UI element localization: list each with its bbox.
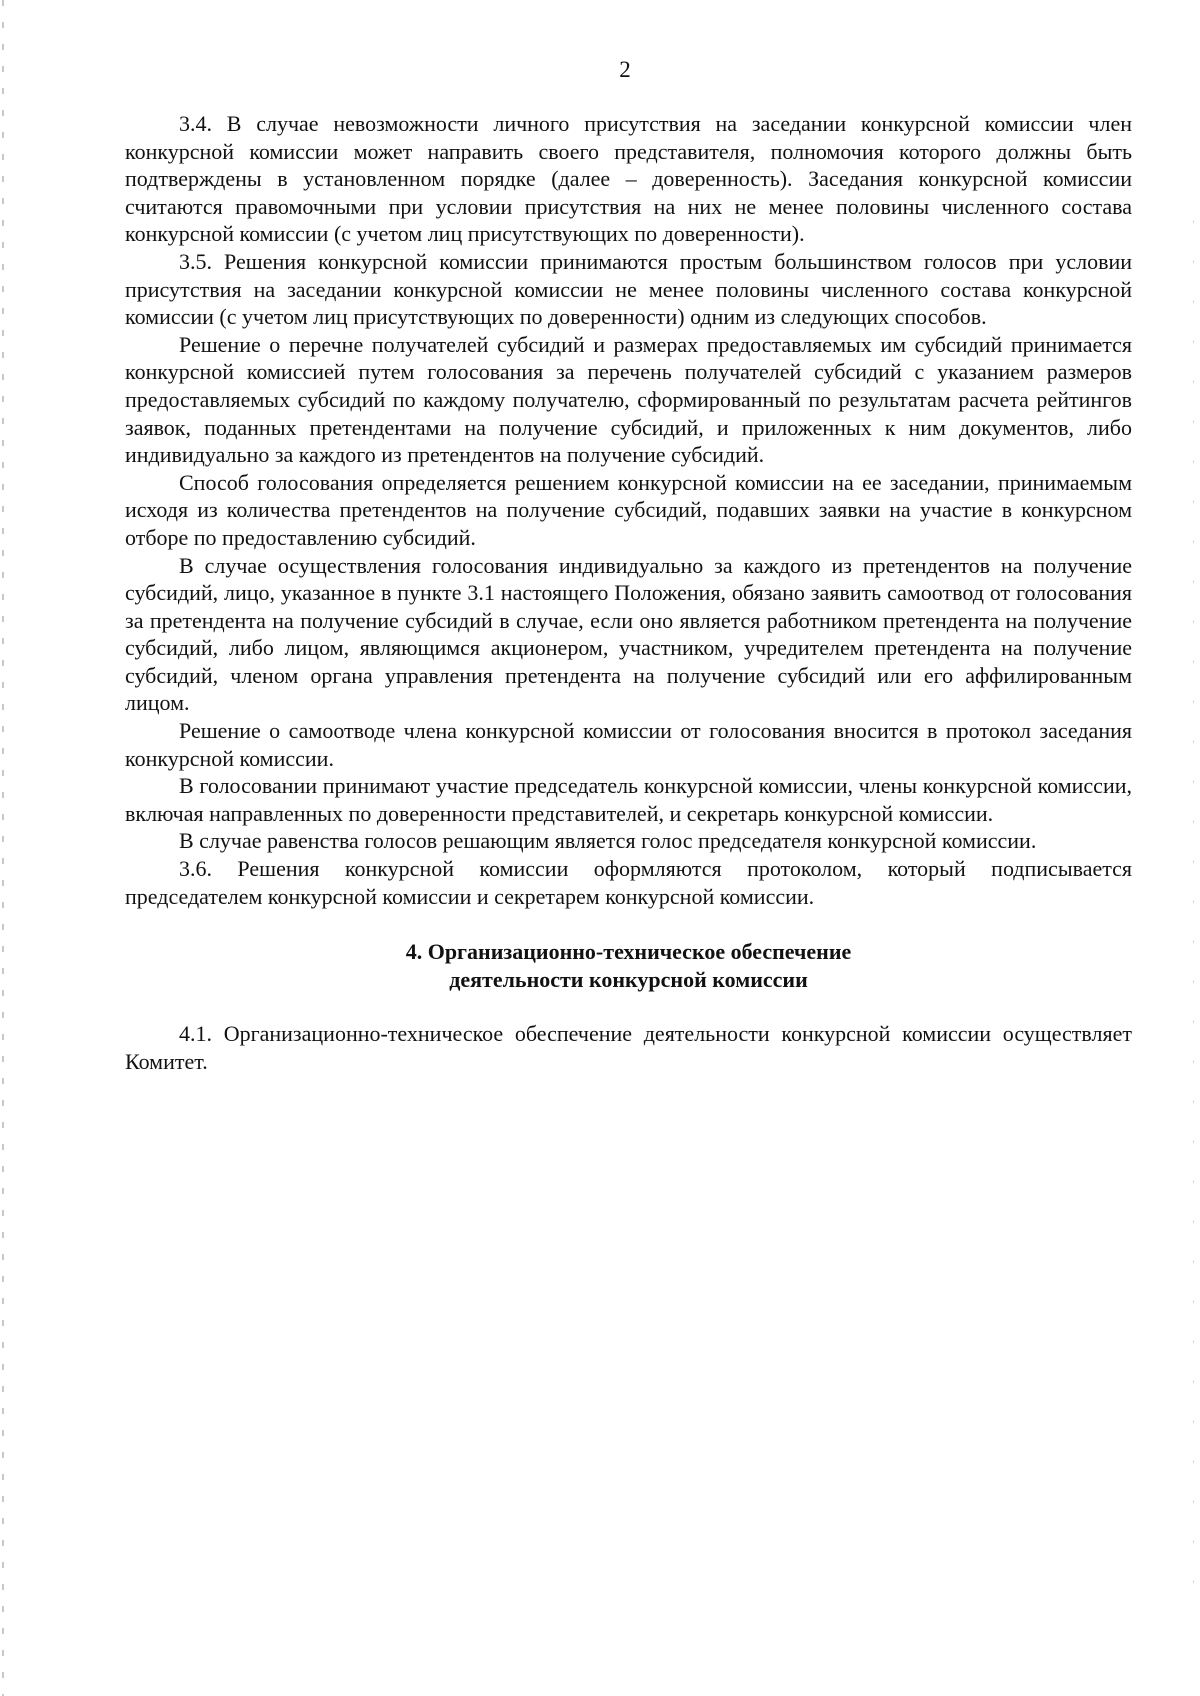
paragraph-3-5: 3.5. Решения конкурсной комиссии принимаются простым большинством голосов при условии присутствия на заседании конкурсной комиссии не менее половины численного состава конкурсной комиссии (с учетом лиц присутствующих по доверенности) одним из следующих способов.: [125, 248, 1132, 330]
section-4-heading: [125, 938, 1132, 994]
section-4-heading-line-2: деятельности конкурсной комиссии: [449, 967, 808, 993]
section-4-heading-line-1: 4. Организационно-техническое обеспечение: [405, 939, 852, 965]
paragraph-3-6: 3.6. Решения конкурсной комиссии оформляются протоколом, который подписывается председателем конкурсной комиссии и секретарем конкурсной комиссии.: [125, 856, 1132, 909]
paragraph-decision-list: Решение о перечне получателей субсидий и размерах предоставляемых им субсидий принимается конкурсной комиссией путем голосования за перечень получателей субсидий с указанием размеров предоставляемых субсидий по каждому получателю, сформированный по результатам расчета рейтингов заявок, поданных претендентами на получение субсидий, и приложенных к ним документов, либо индивидуально за каждого из претендентов на получение субсидий.: [125, 331, 1132, 468]
paragraph-recusal-protocol: Решение о самоотводе члена конкурсной комиссии от голосования вносится в протокол заседания конкурсной комиссии.: [125, 718, 1132, 771]
document-body: [125, 110, 1132, 1075]
paragraph-4-1: 4.1. Организационно-техническое обеспечение деятельности конкурсной комиссии осуществляет Комитет.: [125, 1021, 1132, 1074]
paragraph-voting-participants: В голосовании принимают участие председатель конкурсной комиссии, члены конкурсной комиссии, включая направленных по доверенности представителей, и секретарь конкурсной комиссии.: [125, 773, 1132, 826]
paragraph-3-4: 3.4. В случае невозможности личного присутствия на заседании конкурсной комиссии член конкурсной комиссии может направить своего представителя, полномочия которого должны быть подтверждены в установленном порядке (далее – доверенность). Заседания конкурсной комиссии считаются правомочными при условии присутствия на них не менее половины численного состава конкурсной комиссии (с учетом лиц присутствующих по доверенности).: [125, 111, 1132, 247]
page-number: 2: [619, 57, 631, 82]
scan-edge-right: [1193, 220, 1194, 1620]
paragraph-tie-vote: В случае равенства голосов решающим является голос председателя конкурсной комиссии.: [179, 828, 1037, 854]
paragraph-voting-method: Способ голосования определяется решением конкурсной комиссии на ее заседании, принимаемым исходя из количества претендентов на получение субсидий, подавших заявки на участие в конкурсном отборе по предоставлению субсидий.: [125, 469, 1132, 550]
paragraph-self-recusal: В случае осуществления голосования индивидуально за каждого из претендентов на получение субсидий, лицо, указанное в пункте 3.1 настоящего Положения, обязано заявить самоотвод от голосования за претендента на получение субсидий в случае, если оно является работником претендента на получение субсидий, либо лицом, являющимся акционером, участником, учредителем претендента на получение субсидий, членом органа управления претендента на получение субсидий или его аффилированным лицом.: [125, 552, 1132, 716]
scan-edge-left: [2, 0, 4, 1696]
